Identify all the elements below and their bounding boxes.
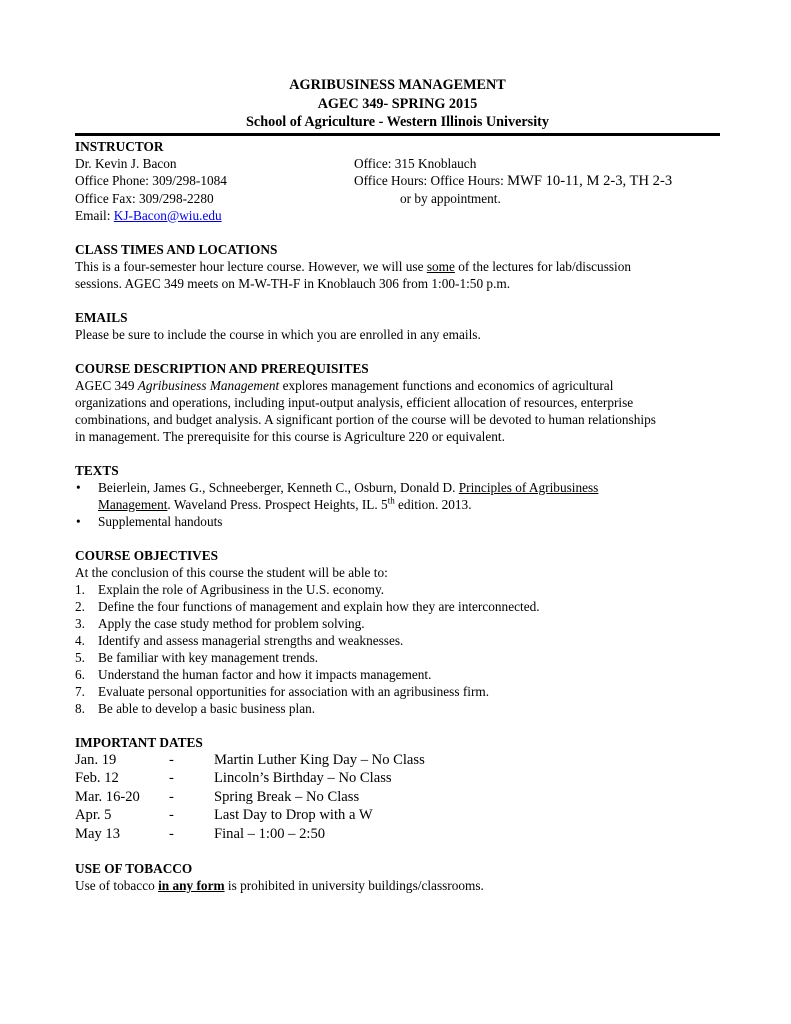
date-cell: Mar. 16-20 <box>75 788 140 805</box>
event-cell: Lincoln’s Birthday – No Class <box>214 770 392 786</box>
objectives-heading: COURSE OBJECTIVES <box>75 547 218 563</box>
school-name: School of Agriculture - Western Illinois University <box>246 114 549 130</box>
course-code: AGEC 349- SPRING 2015 <box>317 95 478 112</box>
class-times-section <box>75 241 720 292</box>
description-line-3: combinations, and budget analysis. A significant portion of the course will be devoted to human relationships <box>75 411 656 427</box>
objective-text: Explain the role of Agribusiness in the U.S. economy. <box>98 581 385 597</box>
bullet-icon: • <box>76 513 81 529</box>
objective-text: Define the four functions of management and explain how they are interconnected. <box>98 598 540 614</box>
description-line-4: in management. The prerequisite for this course is Agriculture 220 or equivalent. <box>75 428 505 444</box>
course-title: AGRIBUSINESS MANAGEMENT <box>289 77 506 93</box>
instructor-name: Dr. Kevin J. Bacon <box>75 155 177 171</box>
objective-number: 7. <box>75 683 85 699</box>
event-cell: Final – 1:00 – 2:50 <box>214 825 326 842</box>
objective-text: Be familiar with key management trends. <box>98 649 319 665</box>
list-item <box>75 683 720 700</box>
textbook-title-part-1: Principles of Agribusiness <box>458 479 599 495</box>
date-cell: Apr. 5 <box>75 807 112 823</box>
class-times-text-1 <box>75 258 720 275</box>
table-row <box>75 769 720 788</box>
dash-cell: - <box>169 751 174 768</box>
class-times-emphasis: some <box>426 258 455 274</box>
email-line <box>75 207 720 224</box>
class-times-text-b: of the lectures for lab/discussion <box>454 258 632 274</box>
texts-section <box>75 462 720 530</box>
list-item <box>75 632 720 649</box>
email-link[interactable]: KJ-Bacon@wiu.edu <box>113 207 222 223</box>
event-cell: Last Day to Drop with a W <box>214 807 373 823</box>
objective-number: 5. <box>75 649 85 665</box>
important-dates-section <box>75 734 720 844</box>
objective-number: 3. <box>75 615 85 631</box>
list-item <box>75 581 720 598</box>
emails-text: Please be sure to include the course in which you are enrolled in any emails. <box>75 326 481 342</box>
edition-superscript: th <box>387 495 395 506</box>
office-fax: Office Fax: 309/298-2280 <box>75 190 214 206</box>
instructor-section <box>75 138 720 224</box>
header-rule <box>75 133 720 136</box>
list-item <box>75 513 720 530</box>
objective-number: 8. <box>75 700 85 716</box>
instructor-heading: INSTRUCTOR <box>75 138 164 154</box>
tobacco-emphasis: in any form <box>158 878 225 893</box>
office-phone: Office Phone: 309/298-1084 <box>75 172 227 188</box>
class-times-text-a: This is a four-semester hour lecture course. However, we will use <box>75 258 427 274</box>
tobacco-section <box>75 860 720 894</box>
date-cell: Feb. 12 <box>75 770 119 786</box>
list-item <box>75 700 720 717</box>
list-item <box>75 666 720 683</box>
document-header <box>75 76 720 132</box>
table-row <box>75 751 720 770</box>
date-cell: Jan. 19 <box>75 751 117 768</box>
objective-text: Evaluate personal opportunities for association with an agribusiness firm. <box>98 683 490 699</box>
objectives-intro: At the conclusion of this course the student will be able to: <box>75 564 388 580</box>
document-page <box>75 76 720 894</box>
dash-cell: - <box>169 788 174 805</box>
emails-section <box>75 309 720 343</box>
description-heading: COURSE DESCRIPTION AND PREREQUISITES <box>75 360 369 376</box>
tobacco-text <box>75 877 720 894</box>
office-hours <box>354 172 720 190</box>
date-cell: May 13 <box>75 825 120 842</box>
description-line-1 <box>75 377 720 394</box>
important-dates-heading: IMPORTANT DATES <box>75 734 203 750</box>
table-row <box>75 825 720 844</box>
office-hours-value: MWF 10-11, M 2-3, TH 2-3 <box>507 172 673 189</box>
tobacco-heading: USE OF TOBACCO <box>75 861 193 876</box>
email-label: Email: <box>75 207 114 223</box>
emails-heading: EMAILS <box>75 309 128 325</box>
bullet-icon: • <box>76 479 81 495</box>
dash-cell: - <box>169 825 174 842</box>
objective-text: Apply the case study method for problem solving. <box>98 615 365 631</box>
objective-number: 4. <box>75 632 85 648</box>
office-location: Office: 315 Knoblauch <box>354 155 477 171</box>
list-item <box>75 598 720 615</box>
description-section <box>75 360 720 445</box>
objectives-list <box>75 581 720 717</box>
textbook-edition: edition. 2013. <box>394 496 472 512</box>
class-times-heading: CLASS TIMES AND LOCATIONS <box>75 241 278 257</box>
appointment-note: or by appointment. <box>400 190 501 206</box>
tobacco-text-a: Use of tobacco <box>75 878 159 893</box>
list-item <box>75 615 720 632</box>
objectives-section <box>75 547 720 717</box>
list-item <box>75 649 720 666</box>
office-hours-label: Office Hours: Office Hours: <box>354 172 508 188</box>
instructor-row-1 <box>75 155 720 172</box>
objective-text: Identify and assess managerial strengths and weaknesses. <box>98 632 404 648</box>
objective-text: Understand the human factor and how it impacts management. <box>98 666 432 682</box>
tobacco-text-b: is prohibited in university buildings/classrooms. <box>224 878 484 893</box>
textbook-publisher: . Waveland Press. Prospect Heights, IL. 5 <box>167 496 388 512</box>
objective-number: 2. <box>75 598 85 614</box>
instructor-row-3 <box>75 190 720 207</box>
description-text-a: AGEC 349 <box>75 377 138 393</box>
class-times-text-2: sessions. AGEC 349 meets on M-W-TH-F in Knoblauch 306 from 1:00-1:50 p.m. <box>75 275 511 291</box>
description-course-name: Agribusiness Management <box>137 377 280 393</box>
dash-cell: - <box>169 770 174 786</box>
dates-table <box>75 751 720 844</box>
objective-number: 6. <box>75 666 85 682</box>
description-line-2: organizations and operations, including input-output analysis, efficient allocation of resources, enterprise <box>75 394 634 410</box>
textbook-authors: Beierlein, James G., Schneeberger, Kenneth C., Osburn, Donald D. <box>98 479 459 495</box>
event-cell: Martin Luther King Day – No Class <box>214 751 425 768</box>
event-cell: Spring Break – No Class <box>214 788 360 805</box>
textbook-title-part-2: Management <box>98 496 168 512</box>
list-item <box>75 479 720 513</box>
table-row <box>75 806 720 825</box>
texts-list <box>75 479 720 530</box>
objective-text: Be able to develop a basic business plan. <box>98 700 316 716</box>
dash-cell: - <box>169 807 174 823</box>
instructor-row-2 <box>75 172 720 190</box>
supplemental-handouts: Supplemental handouts <box>98 513 223 529</box>
table-row <box>75 788 720 807</box>
description-text-b: explores management functions and economics of agricultural <box>279 377 614 393</box>
texts-heading: TEXTS <box>75 462 119 478</box>
objective-number: 1. <box>75 581 85 597</box>
